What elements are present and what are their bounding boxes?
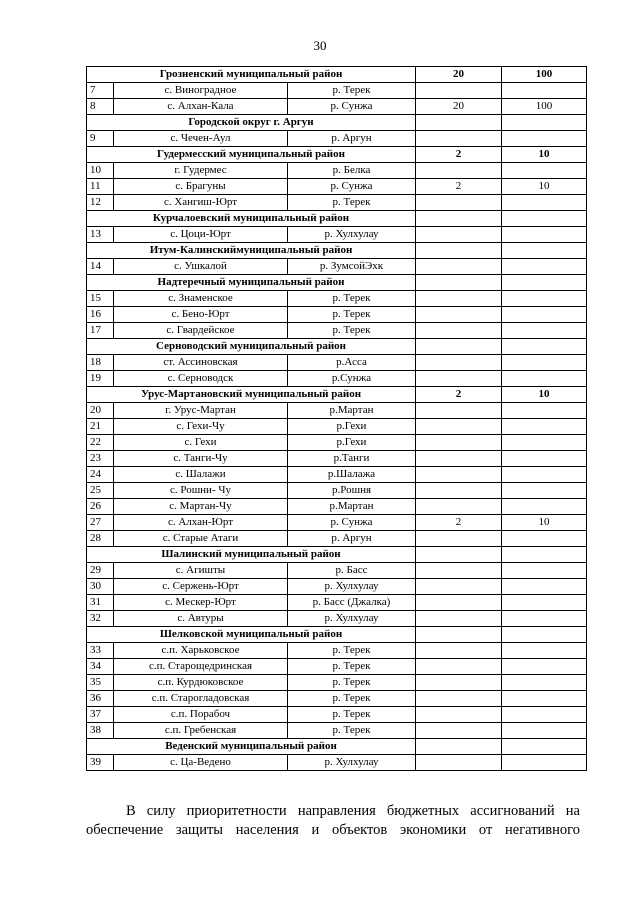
river-name: р. Терек [288, 707, 416, 723]
region-value-b [502, 115, 587, 131]
settlement-name: с.п. Харьковское [114, 643, 288, 659]
table-row [87, 755, 587, 771]
table-row [87, 371, 587, 387]
row-number: 28 [87, 531, 114, 547]
river-name: р. Аргун [288, 531, 416, 547]
river-name: р.Мартан [288, 403, 416, 419]
settlement-name: с. Сержень-Юрт [114, 579, 288, 595]
row-number: 19 [87, 371, 114, 387]
value-b [502, 195, 587, 211]
row-number: 30 [87, 579, 114, 595]
table-row [87, 483, 587, 499]
table-row [87, 83, 587, 99]
value-b [502, 707, 587, 723]
region-value-a: 2 [416, 387, 502, 403]
value-b [502, 659, 587, 675]
value-b: 10 [502, 179, 587, 195]
region-value-a [416, 115, 502, 131]
settlement-name: с. Гвардейское [114, 323, 288, 339]
settlement-name: г. Урус-Мартан [114, 403, 288, 419]
river-name: р. ЗумсойЭхк [288, 259, 416, 275]
settlement-name: с. Алхан-Юрт [114, 515, 288, 531]
settlement-name: с. Танги-Чу [114, 451, 288, 467]
table-row [87, 163, 587, 179]
value-a [416, 707, 502, 723]
region-value-b: 100 [502, 67, 587, 83]
row-number: 23 [87, 451, 114, 467]
settlement-name: с. Гехи [114, 435, 288, 451]
row-number: 34 [87, 659, 114, 675]
region-title: Грозненский муниципальный район [87, 67, 416, 83]
value-a [416, 419, 502, 435]
value-b [502, 131, 587, 147]
river-name: р. Хулхулау [288, 227, 416, 243]
river-name: р. Сунжа [288, 179, 416, 195]
value-a [416, 659, 502, 675]
region-value-a [416, 275, 502, 291]
table-body [87, 67, 587, 771]
value-b [502, 579, 587, 595]
row-number: 29 [87, 563, 114, 579]
value-a [416, 403, 502, 419]
region-title: Шелковской муниципальный район [87, 627, 416, 643]
row-number: 37 [87, 707, 114, 723]
value-b [502, 483, 587, 499]
river-name: р. Терек [288, 291, 416, 307]
region-header-row [87, 627, 587, 643]
row-number: 33 [87, 643, 114, 659]
value-b [502, 531, 587, 547]
table-row [87, 179, 587, 195]
value-a [416, 323, 502, 339]
value-b [502, 371, 587, 387]
region-value-b [502, 211, 587, 227]
settlement-name: с. Мартан-Чу [114, 499, 288, 515]
table-row [87, 675, 587, 691]
region-header-row [87, 739, 587, 755]
region-value-a: 20 [416, 67, 502, 83]
region-title: Шалинский муниципальный район [87, 547, 416, 563]
region-header-row [87, 339, 587, 355]
river-name: р. Терек [288, 643, 416, 659]
row-number: 21 [87, 419, 114, 435]
value-a [416, 643, 502, 659]
settlement-name: с. Цоци-Юрт [114, 227, 288, 243]
region-title: Серноводский муниципальный район [87, 339, 416, 355]
river-name: р. Басс [288, 563, 416, 579]
value-a [416, 163, 502, 179]
river-name: р. Басс (Джалка) [288, 595, 416, 611]
row-number: 8 [87, 99, 114, 115]
row-number: 39 [87, 755, 114, 771]
river-name: р.Рошня [288, 483, 416, 499]
value-a [416, 451, 502, 467]
region-value-b [502, 339, 587, 355]
row-number: 20 [87, 403, 114, 419]
value-a [416, 291, 502, 307]
table-row [87, 403, 587, 419]
region-header-row [87, 243, 587, 259]
value-b [502, 323, 587, 339]
value-a [416, 675, 502, 691]
settlement-name: с.п. Гребенская [114, 723, 288, 739]
value-b [502, 291, 587, 307]
value-b [502, 355, 587, 371]
value-a [416, 595, 502, 611]
row-number: 11 [87, 179, 114, 195]
row-number: 26 [87, 499, 114, 515]
settlement-name: с.п. Старощедринская [114, 659, 288, 675]
value-b [502, 499, 587, 515]
value-a [416, 563, 502, 579]
value-b [502, 83, 587, 99]
table-row [87, 195, 587, 211]
row-number: 14 [87, 259, 114, 275]
value-a: 2 [416, 515, 502, 531]
row-number: 38 [87, 723, 114, 739]
row-number: 27 [87, 515, 114, 531]
region-value-b [502, 243, 587, 259]
river-name: р.Асса [288, 355, 416, 371]
table-row [87, 291, 587, 307]
region-value-b [502, 275, 587, 291]
value-a [416, 723, 502, 739]
table-row [87, 515, 587, 531]
region-value-a [416, 547, 502, 563]
value-a [416, 307, 502, 323]
value-b [502, 563, 587, 579]
river-name: р.Шалажа [288, 467, 416, 483]
row-number: 18 [87, 355, 114, 371]
region-value-b [502, 739, 587, 755]
region-value-a [416, 627, 502, 643]
river-name: р.Гехи [288, 435, 416, 451]
settlement-name: с. Алхан-Кала [114, 99, 288, 115]
value-a [416, 531, 502, 547]
row-number: 16 [87, 307, 114, 323]
river-name: р. Белка [288, 163, 416, 179]
region-value-b: 10 [502, 147, 587, 163]
region-header-row [87, 115, 587, 131]
value-a [416, 355, 502, 371]
value-b [502, 611, 587, 627]
row-number: 10 [87, 163, 114, 179]
river-name: р.Танги [288, 451, 416, 467]
river-name: р. Терек [288, 723, 416, 739]
settlement-name: с. Бено-Юрт [114, 307, 288, 323]
region-value-a [416, 739, 502, 755]
row-number: 35 [87, 675, 114, 691]
region-value-b: 10 [502, 387, 587, 403]
river-name: р.Сунжа [288, 371, 416, 387]
value-a [416, 755, 502, 771]
river-name: р. Хулхулау [288, 611, 416, 627]
table-row [87, 611, 587, 627]
region-value-b [502, 547, 587, 563]
body-paragraph [86, 802, 580, 840]
table-row [87, 691, 587, 707]
row-number: 36 [87, 691, 114, 707]
value-b [502, 435, 587, 451]
value-a: 20 [416, 99, 502, 115]
row-number: 15 [87, 291, 114, 307]
river-name: р.Мартан [288, 499, 416, 515]
table-row [87, 595, 587, 611]
value-b [502, 643, 587, 659]
row-number: 12 [87, 195, 114, 211]
settlement-name: с. Старые Атаги [114, 531, 288, 547]
table-row [87, 355, 587, 371]
value-a [416, 579, 502, 595]
settlement-name: с. Знаменское [114, 291, 288, 307]
value-a [416, 611, 502, 627]
settlement-name: с. Виноградное [114, 83, 288, 99]
table-row [87, 99, 587, 115]
region-value-b [502, 627, 587, 643]
value-b [502, 675, 587, 691]
row-number: 7 [87, 83, 114, 99]
table-row [87, 131, 587, 147]
row-number: 25 [87, 483, 114, 499]
settlement-name: с. Гехи-Чу [114, 419, 288, 435]
value-a [416, 499, 502, 515]
value-b: 10 [502, 515, 587, 531]
value-b [502, 723, 587, 739]
settlement-name: с. Агишты [114, 563, 288, 579]
value-a [416, 467, 502, 483]
value-a [416, 131, 502, 147]
region-header-row [87, 387, 587, 403]
value-b [502, 691, 587, 707]
paragraph-line: В силу приоритетности направления бюджетных ассигнований на [126, 803, 580, 819]
region-header-row [87, 547, 587, 563]
table-row [87, 659, 587, 675]
settlement-name: с. Ца-Ведено [114, 755, 288, 771]
region-value-a: 2 [416, 147, 502, 163]
settlement-name: с.п. Порабоч [114, 707, 288, 723]
value-b [502, 259, 587, 275]
table-row [87, 259, 587, 275]
table-row [87, 579, 587, 595]
river-name: р. Терек [288, 659, 416, 675]
settlement-name: с. Автуры [114, 611, 288, 627]
value-b [502, 419, 587, 435]
table-row [87, 435, 587, 451]
river-name: р. Терек [288, 691, 416, 707]
row-number: 17 [87, 323, 114, 339]
value-b [502, 307, 587, 323]
river-name: р.Гехи [288, 419, 416, 435]
river-name: р. Сунжа [288, 515, 416, 531]
settlement-name: г. Гудермес [114, 163, 288, 179]
value-b [502, 227, 587, 243]
value-a [416, 259, 502, 275]
region-title: Веденский муниципальный район [87, 739, 416, 755]
table-row [87, 323, 587, 339]
river-locations-table [86, 66, 587, 771]
table-row [87, 707, 587, 723]
region-header-row [87, 147, 587, 163]
region-header-row [87, 67, 587, 83]
river-name: р. Аргун [288, 131, 416, 147]
value-b [502, 595, 587, 611]
table-row [87, 531, 587, 547]
river-name: р. Терек [288, 675, 416, 691]
river-name: р. Терек [288, 83, 416, 99]
river-name: р. Сунжа [288, 99, 416, 115]
row-number: 22 [87, 435, 114, 451]
settlement-name: с. Шалажи [114, 467, 288, 483]
settlement-name: с. Хангиш-Юрт [114, 195, 288, 211]
region-title: Итум-Калинскиймуниципальный район [87, 243, 416, 259]
river-name: р. Хулхулау [288, 579, 416, 595]
row-number: 13 [87, 227, 114, 243]
settlement-name: с. Мескер-Юрт [114, 595, 288, 611]
region-value-a [416, 339, 502, 355]
row-number: 32 [87, 611, 114, 627]
region-value-a [416, 211, 502, 227]
value-a [416, 483, 502, 499]
region-title: Надтеречный муниципальный район [87, 275, 416, 291]
value-a: 2 [416, 179, 502, 195]
value-a [416, 691, 502, 707]
settlement-name: с.п. Курдюковское [114, 675, 288, 691]
table-row [87, 227, 587, 243]
region-value-a [416, 243, 502, 259]
settlement-name: с. Рошни- Чу [114, 483, 288, 499]
settlement-name: с. Серноводск [114, 371, 288, 387]
row-number: 31 [87, 595, 114, 611]
region-header-row [87, 275, 587, 291]
table-row [87, 419, 587, 435]
settlement-name: с. Ушкалой [114, 259, 288, 275]
value-a [416, 371, 502, 387]
value-b [502, 755, 587, 771]
value-b [502, 467, 587, 483]
region-title: Гудермесский муниципальный район [87, 147, 416, 163]
settlement-name: ст. Ассиновская [114, 355, 288, 371]
row-number: 24 [87, 467, 114, 483]
region-header-row [87, 211, 587, 227]
value-b [502, 403, 587, 419]
region-title: Урус-Мартановский муниципальный район [87, 387, 416, 403]
settlement-name: с.п. Старогладовская [114, 691, 288, 707]
region-title: Городской округ г. Аргун [87, 115, 416, 131]
river-name: р. Терек [288, 195, 416, 211]
settlement-name: с. Чечен-Аул [114, 131, 288, 147]
value-b: 100 [502, 99, 587, 115]
value-b [502, 451, 587, 467]
paragraph-line: обеспечение защиты населения и объектов экономики от негативного [86, 822, 580, 838]
row-number: 9 [87, 131, 114, 147]
settlement-name: с. Брагуны [114, 179, 288, 195]
river-name: р. Хулхулау [288, 755, 416, 771]
table-row [87, 723, 587, 739]
table-row [87, 643, 587, 659]
river-name: р. Терек [288, 323, 416, 339]
region-title: Курчалоевский муниципальный район [87, 211, 416, 227]
value-a [416, 83, 502, 99]
river-name: р. Терек [288, 307, 416, 323]
table-row [87, 467, 587, 483]
value-a [416, 195, 502, 211]
value-b [502, 163, 587, 179]
table-row [87, 563, 587, 579]
page-number: 30 [313, 38, 327, 53]
table-row [87, 451, 587, 467]
table-row [87, 307, 587, 323]
table-row [87, 499, 587, 515]
value-a [416, 227, 502, 243]
value-a [416, 435, 502, 451]
